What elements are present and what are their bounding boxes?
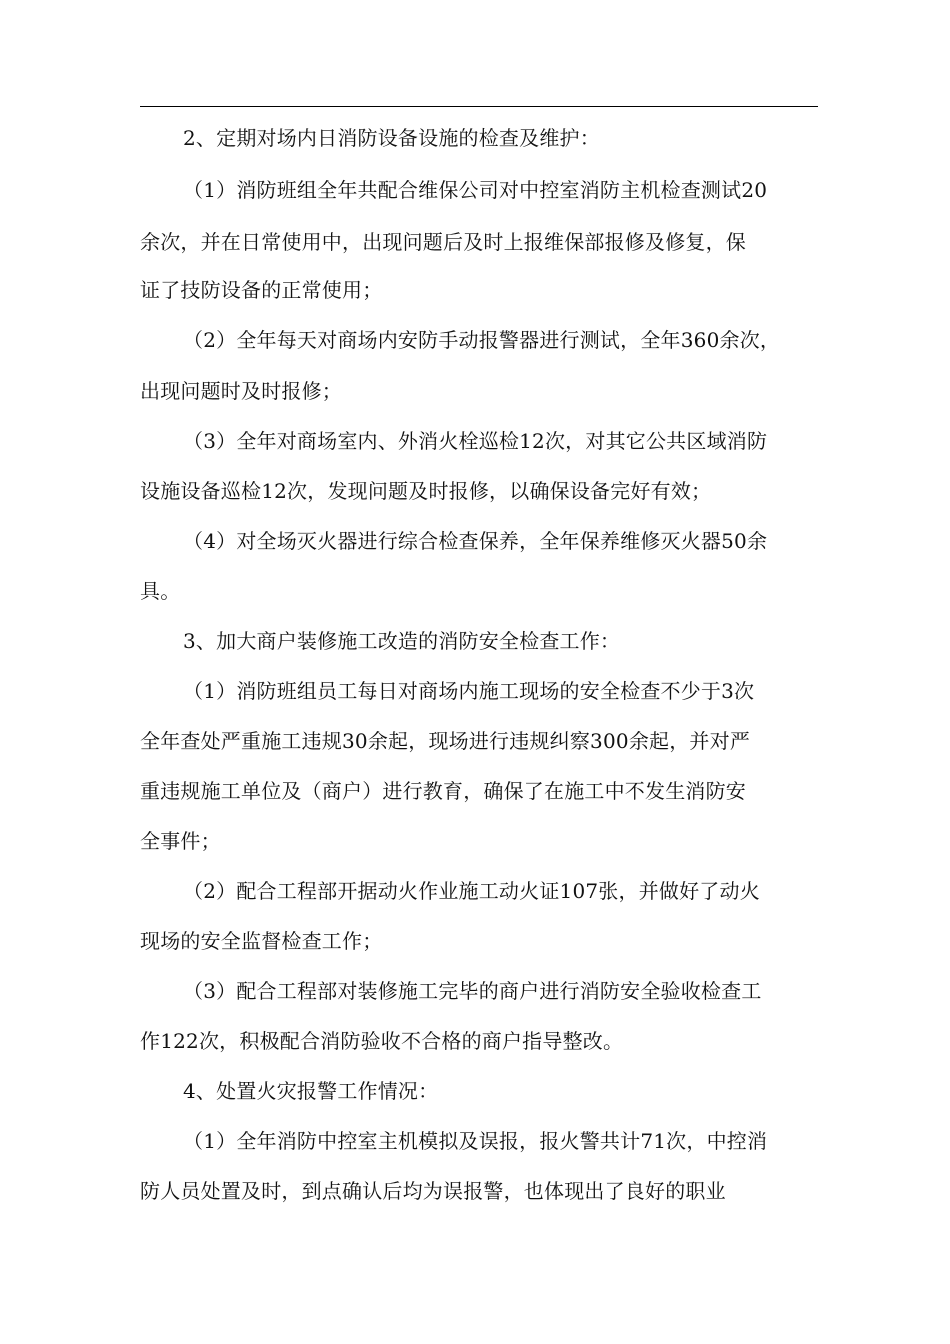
paragraph-line: 余次，并在日常使用中，出现问题后及时上报维保部报修及修复，保 [140,230,746,254]
paragraph-line: 出现问题时及时报修； [140,379,342,403]
heading-3: 3、加大商户装修施工改造的消防安全检查工作： [183,629,621,653]
paragraph-line: 具。 [140,579,181,603]
paragraph-line: （2）全年每天对商场内安防手动报警器进行测试，全年360余次， [183,328,781,352]
paragraph-line: （1）消防班组全年共配合维保公司对中控室消防主机检查测试20 [183,178,768,202]
paragraph-line: （1）全年消防中控室主机模拟及误报，报火警共计71次，中控消 [183,1129,768,1153]
paragraph-line: 设施设备巡检12次，发现问题及时报修，以确保设备完好有效； [140,479,712,503]
paragraph-line: （4）对全场灭火器进行综合检查保养，全年保养维修灭火器50余 [183,529,768,553]
header-rule [140,106,818,107]
paragraph-line: 现场的安全监督检查工作； [140,929,383,953]
paragraph-line: （2）配合工程部开据动火作业施工动火证107张，并做好了动火 [183,879,760,903]
paragraph-line: 全事件； [140,829,221,853]
paragraph-line: 全年查处严重施工违规30余起，现场进行违规纠察300余起，并对严 [140,729,751,753]
paragraph-line: 重违规施工单位及（商户）进行教育，确保了在施工中不发生消防安 [140,779,746,803]
paragraph-line: （3）配合工程部对装修施工完毕的商户进行消防安全验收检查工 [183,979,762,1003]
paragraph-line: （3）全年对商场室内、外消火栓巡检12次，对其它公共区域消防 [183,429,768,453]
paragraph-line: 证了技防设备的正常使用； [140,278,383,302]
heading-2: 2、定期对场内日消防设备设施的检查及维护： [183,126,600,150]
paragraph-line: 作122次，积极配合消防验收不合格的商户指导整改。 [140,1029,624,1053]
paragraph-line: （1）消防班组员工每日对商场内施工现场的安全检查不少于3次 [183,679,755,703]
heading-4: 4、处置火灾报警工作情况： [183,1079,439,1103]
paragraph-line: 防人员处置及时，到点确认后均为误报警，也体现出了良好的职业 [140,1179,726,1203]
